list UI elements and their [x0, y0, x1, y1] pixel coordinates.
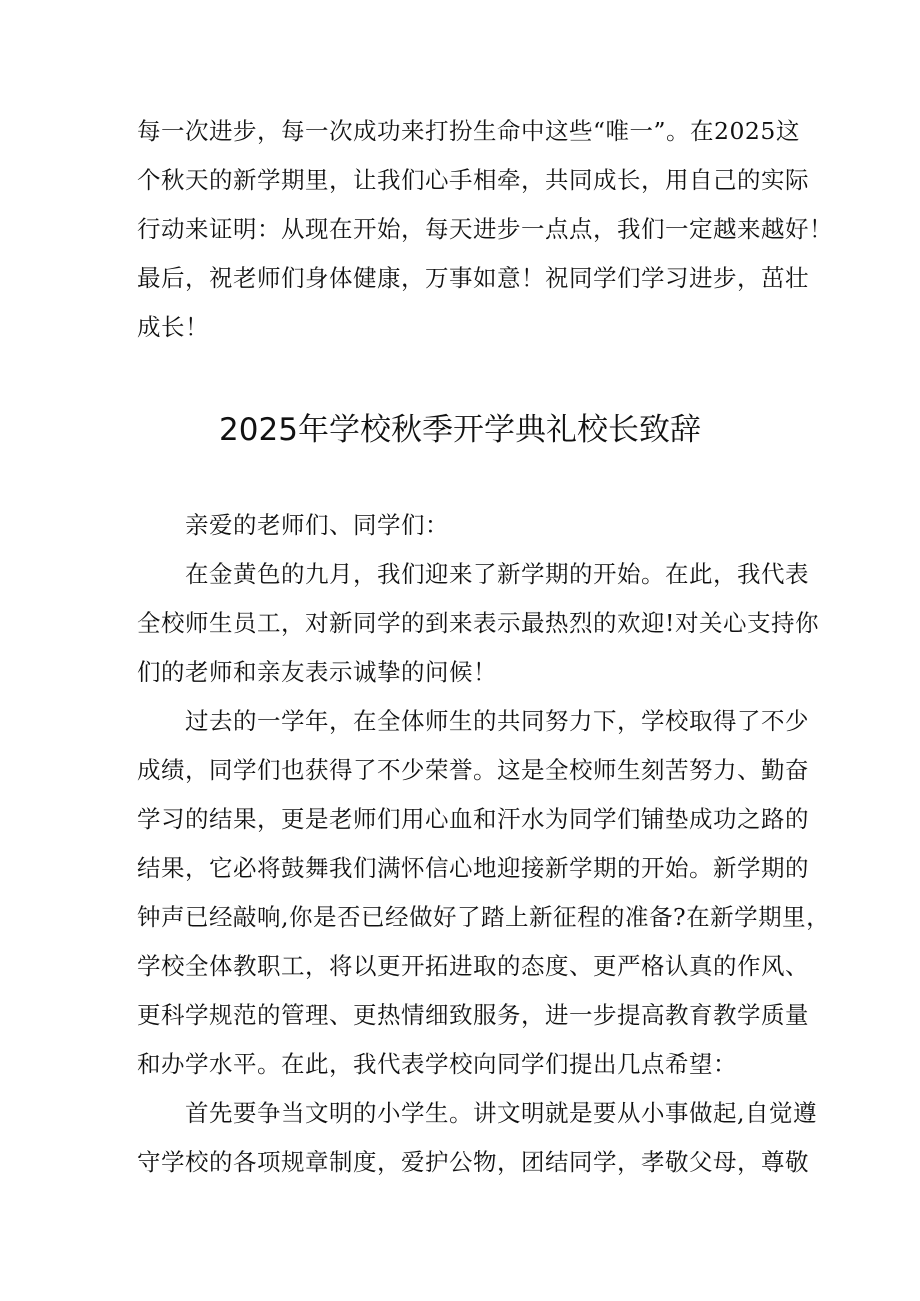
- paragraph-2-line-5: 钟声已经敲响,你是否已经做好了踏上新征程的准备?在新学期里，: [137, 903, 831, 931]
- paragraph-1-line-3: 们的老师和亲友表示诚挚的问候！: [137, 658, 497, 686]
- paragraph-2-line-3: 学习的结果，更是老师们用心血和汗水为同学们铺垫成功之路的: [137, 805, 809, 833]
- paragraph-2-line-7: 更科学规范的管理、更热情细致服务，进一步提高教育教学质量: [137, 1001, 809, 1029]
- continuation-line-3: 行动来证明：从现在开始，每天进步一点点，我们一定越来越好！: [137, 215, 833, 243]
- paragraph-2-line-2: 成绩，同学们也获得了不少荣誉。这是全校师生刻苦努力、勤奋: [137, 756, 809, 784]
- paragraph-2-line-4: 结果，它必将鼓舞我们满怀信心地迎接新学期的开始。新学期的: [137, 854, 809, 882]
- paragraph-2-line-8: 和办学水平。在此，我代表学校向同学们提出几点希望：: [137, 1050, 737, 1078]
- paragraph-1-line-1: 在金黄色的九月，我们迎来了新学期的开始。在此，我代表: [185, 560, 809, 588]
- speech-title: 2025年学校秋季开学典礼校长致辞: [219, 412, 701, 448]
- continuation-line-5: 成长！: [137, 313, 209, 341]
- paragraph-1-line-2: 全校师生员工，对新同学的到来表示最热烈的欢迎!对关心支持你: [137, 609, 819, 637]
- continuation-line-4: 最后，祝老师们身体健康，万事如意！祝同学们学习进步，茁壮: [137, 264, 809, 292]
- salutation: 亲爱的老师们、同学们：: [185, 511, 449, 539]
- continuation-line-2: 个秋天的新学期里，让我们心手相牵，共同成长，用自己的实际: [137, 166, 809, 194]
- paragraph-2-line-1: 过去的一学年，在全体师生的共同努力下，学校取得了不少: [185, 707, 809, 735]
- paragraph-3-line-1: 首先要争当文明的小学生。讲文明就是要从小事做起,自觉遵: [185, 1099, 817, 1127]
- paragraph-3-line-2: 守学校的各项规章制度，爱护公物，团结同学，孝敬父母，尊敬: [137, 1148, 809, 1176]
- continuation-line-1: 每一次进步，每一次成功来打扮生命中这些“唯一”。在2025这: [137, 117, 800, 145]
- paragraph-2-line-6: 学校全体教职工，将以更开拓进取的态度、更严格认真的作风、: [137, 952, 809, 980]
